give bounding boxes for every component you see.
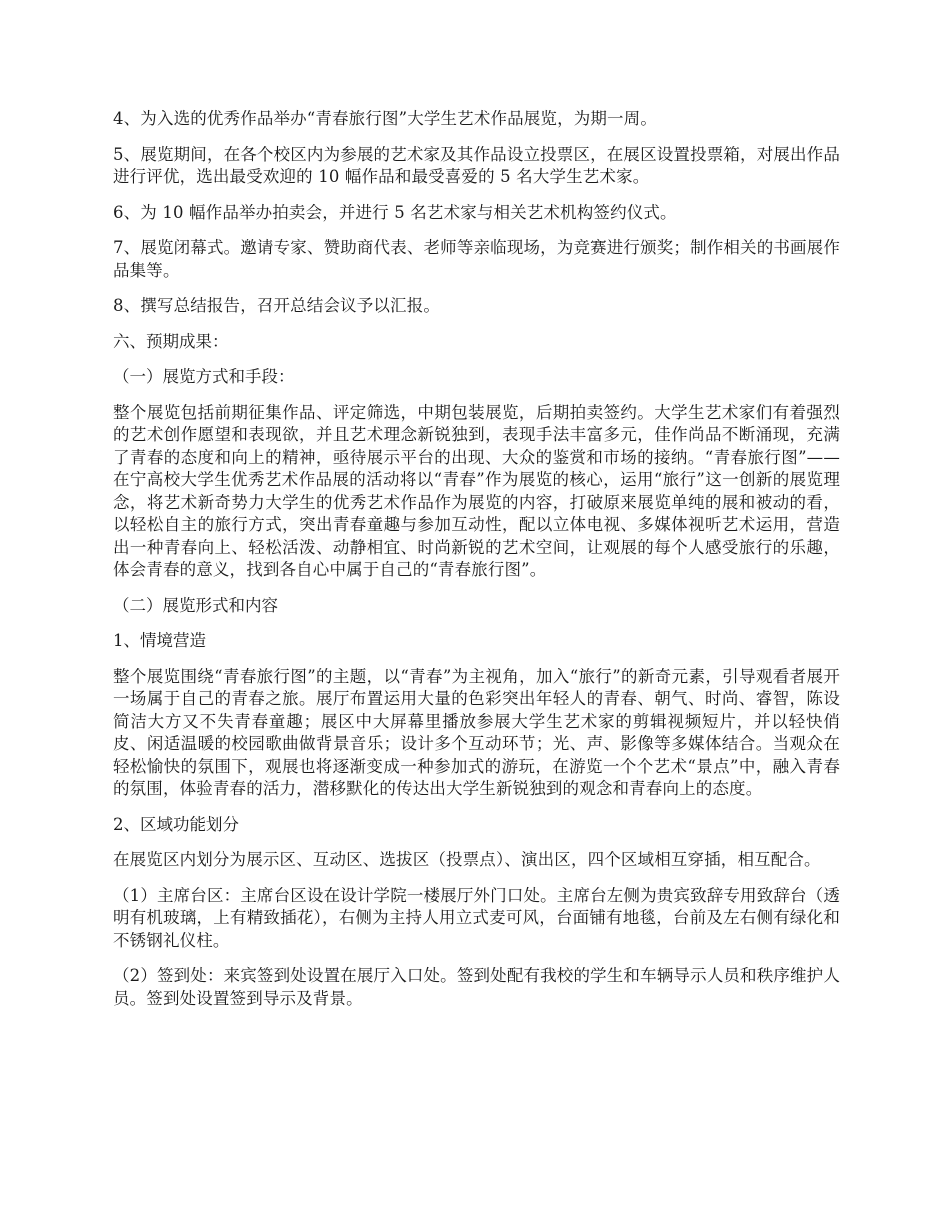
item-two-body: 在展览区内划分为展示区、互动区、选拔区（投票点）、演出区，四个区域相互穿插，相互配合。: [113, 850, 821, 869]
item-5: 5、展览期间，在各个校区内为参展的艺术家及其作品设立投票区，在展区设置投票箱，对展出作品进行评优，选出最受欢迎的 10 幅作品和最受喜爱的 5 名大学生艺术家。: [113, 144, 840, 186]
item-7: 7、展览闭幕式。邀请专家、赞助商代表、老师等亲临现场，为竞赛进行颁奖；制作相关的书画展作品集等。: [113, 238, 840, 280]
item-8: 8、撰写总结报告，召开总结会议予以汇报。: [113, 296, 440, 315]
sub-two-heading: （二）展览形式和内容: [113, 595, 278, 615]
section-six-heading: 六、预期成果：: [113, 331, 229, 351]
item-6: 6、为 10 幅作品举办拍卖会，并进行 5 名艺术家与相关艺术机构签约仪式。: [113, 202, 677, 222]
zone-one-paragraph: （1）主席台区：主席台区设在设计学院一楼展厅外门口处。主席台左侧为贵宾致辞专用致辞台（透明有机玻璃，上有精致插花），右侧为主持人用立式麦可风，台面铺有地毯，台前及左右侧有绿化和不锈钢礼仪柱。: [113, 885, 840, 950]
zone-two-paragraph: （2）签到处：来宾签到处设置在展厅入口处。签到处配有我校的学生和车辆导示人员和秩序维护人员。签到处设置签到导示及背景。: [113, 966, 840, 1008]
item-two-heading: 2、区域功能划分: [113, 814, 239, 834]
sub-one-heading: （一）展览方式和手段：: [113, 367, 295, 386]
document-page: [113, 108, 840, 1023]
item-one-body: 整个展览围绕“青春旅行图”的主题，以“青春”为主视角，加入“旅行”的新奇元素，引导观看者展开一场属于自己的青春之旅。展厅布置运用大量的色彩突出年轻人的青春、朝气、时尚、睿智，陈设简洁大方又不失青春童趣；展区中大屏幕里播放参展大学生艺术家的剪辑视频短片，并以轻快俏皮、闲适温暖的校园歌曲做背景音乐；设计多个互动环节；光、声、影像等多媒体结合。当观众在轻松愉快的氛围下，观展也将逐渐变成一种参加式的游玩，在游览一个个艺术“景点”中，融入青春的氛围，体验青春的活力，潜移默化的传达出大学生新锐独到的观念和青春向上的态度。: [113, 666, 840, 798]
sub-one-body: 整个展览包括前期征集作品、评定筛选，中期包装展览，后期拍卖签约。大学生艺术家们有着强烈的艺术创作愿望和表现欲，并且艺术理念新锐独到，表现手法丰富多元，佳作尚品不断涌现，充满了青春的态度和向上的精神，亟待展示平台的出现、大众的鉴赏和市场的接纳。“青春旅行图”——在宁高校大学生优秀艺术作品展的活动将以“青春”作为展览的核心，运用“旅行”这一创新的展览理念，将艺术新奇势力大学生的优秀艺术作品作为展览的内容，打破原来展览单纯的展和被动的看，以轻松自主的旅行方式，突出青春童趣与参加互动性，配以立体电视、多媒体视听艺术运用，营造出一种青春向上、轻松活泼、动静相宜、时尚新锐的艺术空间，让观展的每个人感受旅行的乐趣，体会青春的意义，找到各自心中属于自己的“青春旅行图”。: [113, 402, 840, 579]
item-one-heading: 1、情境营造: [113, 631, 206, 650]
item-4: 4、为入选的优秀作品举办“青春旅行图”大学生艺术作品展览，为期一周。: [113, 109, 657, 128]
